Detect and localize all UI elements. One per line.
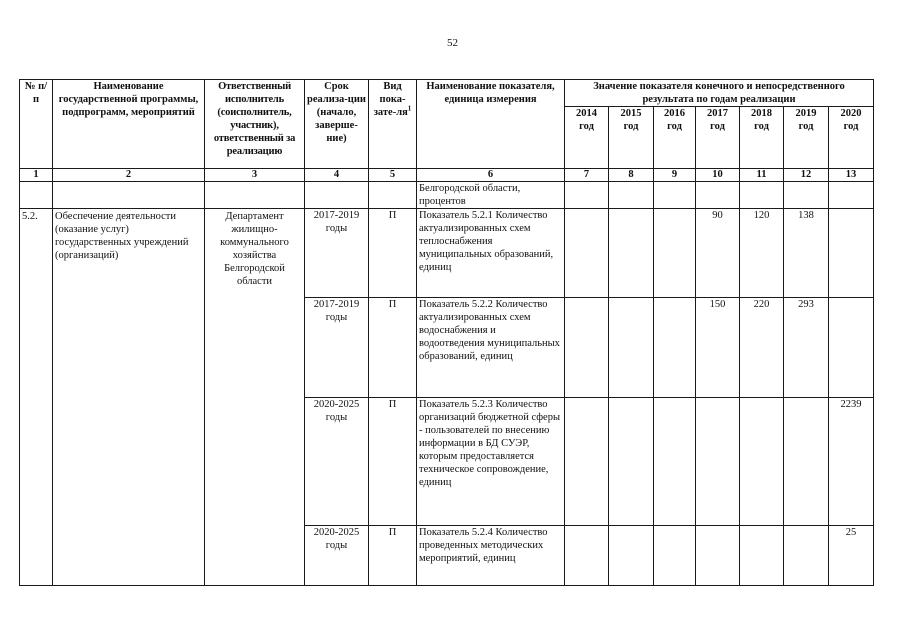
column-index: 9 — [654, 169, 696, 182]
term-cell: 2017-2019 годы — [305, 298, 369, 398]
value-cell — [696, 398, 740, 526]
indicator-cell: Показатель 5.2.4 Количество проведенных методических мероприятий, единиц — [417, 526, 565, 586]
kind-cell: П — [369, 526, 417, 586]
value-cell — [609, 298, 654, 398]
section-responsible: Департамент жилищно-коммунального хозяйства Белгородской области — [205, 209, 305, 586]
header-year: 2016 год — [654, 107, 696, 169]
header-kind-footnote: 1 — [407, 104, 412, 113]
value-cell — [609, 209, 654, 298]
header-kind — [369, 80, 417, 169]
value-cell — [654, 398, 696, 526]
value-cell — [565, 526, 609, 586]
table-header — [20, 80, 874, 169]
value-cell — [696, 526, 740, 586]
column-index: 2 — [53, 169, 205, 182]
value-cell — [565, 209, 609, 298]
table-row — [20, 182, 874, 209]
column-index: 8 — [609, 169, 654, 182]
header-term: Срок реализа-ции (начало, заверше-ние) — [305, 80, 369, 169]
column-index: 13 — [829, 169, 874, 182]
indicators-table — [19, 79, 874, 586]
column-index: 7 — [565, 169, 609, 182]
kind-cell: П — [369, 298, 417, 398]
value-cell — [609, 398, 654, 526]
header-num: № п/п — [20, 80, 53, 169]
value-cell: 2239 — [829, 398, 874, 526]
header-kind-text: Вид пока-зате-ля — [373, 81, 408, 118]
value-cell: 25 — [829, 526, 874, 586]
value-cell: 90 — [696, 209, 740, 298]
column-index-row — [20, 169, 874, 182]
section-name: Обеспечение деятельности (оказание услуг) государственных учреждений (организаций) — [53, 209, 205, 586]
kind-cell: П — [369, 398, 417, 526]
header-responsible: Ответственный исполнитель (соисполнитель, участник), ответственный за реализацию — [205, 80, 305, 169]
value-cell — [829, 298, 874, 398]
value-cell: 220 — [740, 298, 784, 398]
kind-cell: П — [369, 209, 417, 298]
indicator-cell: Показатель 5.2.1 Количество актуализированных схем теплоснабжения муниципальных образований, единиц — [417, 209, 565, 298]
indicator-cell: Показатель 5.2.2 Количество актуализированных схем водоснабжения и водоотведения муниципальных образований, единиц — [417, 298, 565, 398]
page-number: 52 — [447, 37, 458, 49]
header-year: 2019 год — [784, 107, 829, 169]
header-year: 2020 год — [829, 107, 874, 169]
header-year: 2017 год — [696, 107, 740, 169]
column-index: 10 — [696, 169, 740, 182]
header-program-name: Наименование государственной программы, подпрограмм, мероприятий — [53, 80, 205, 169]
indicator-cell: Показатель 5.2.3 Количество организаций бюджетной сферы - пользователей по внесению информации в БД СУЭР, которым предоставляется техническое сопровождение, единиц — [417, 398, 565, 526]
value-cell — [740, 526, 784, 586]
header-year: 2018 год — [740, 107, 784, 169]
value-cell — [565, 398, 609, 526]
value-cell — [565, 298, 609, 398]
term-cell: 2020-2025 годы — [305, 398, 369, 526]
column-index: 6 — [417, 169, 565, 182]
value-cell — [609, 526, 654, 586]
column-index: 12 — [784, 169, 829, 182]
value-cell — [784, 526, 829, 586]
value-cell — [829, 209, 874, 298]
value-cell: 138 — [784, 209, 829, 298]
column-index: 5 — [369, 169, 417, 182]
header-year: 2015 год — [609, 107, 654, 169]
column-index: 1 — [20, 169, 53, 182]
table-row — [20, 209, 874, 298]
value-cell — [654, 298, 696, 398]
term-cell: 2017-2019 годы — [305, 209, 369, 298]
header-indicator: Наименование показателя, единица измерения — [417, 80, 565, 169]
header-year: 2014 год — [565, 107, 609, 169]
value-cell: 293 — [784, 298, 829, 398]
value-cell: 120 — [740, 209, 784, 298]
term-cell: 2020-2025 годы — [305, 526, 369, 586]
indicator-cell: Белгородской области, процентов — [417, 182, 565, 209]
section-number: 5.2. — [20, 209, 53, 586]
value-cell — [784, 398, 829, 526]
value-cell — [654, 209, 696, 298]
value-cell: 150 — [696, 298, 740, 398]
column-index: 11 — [740, 169, 784, 182]
column-index: 4 — [305, 169, 369, 182]
header-values: Значение показателя конечного и непосредственного результата по годам реализации — [565, 80, 874, 107]
column-index: 3 — [205, 169, 305, 182]
value-cell — [740, 398, 784, 526]
value-cell — [654, 526, 696, 586]
